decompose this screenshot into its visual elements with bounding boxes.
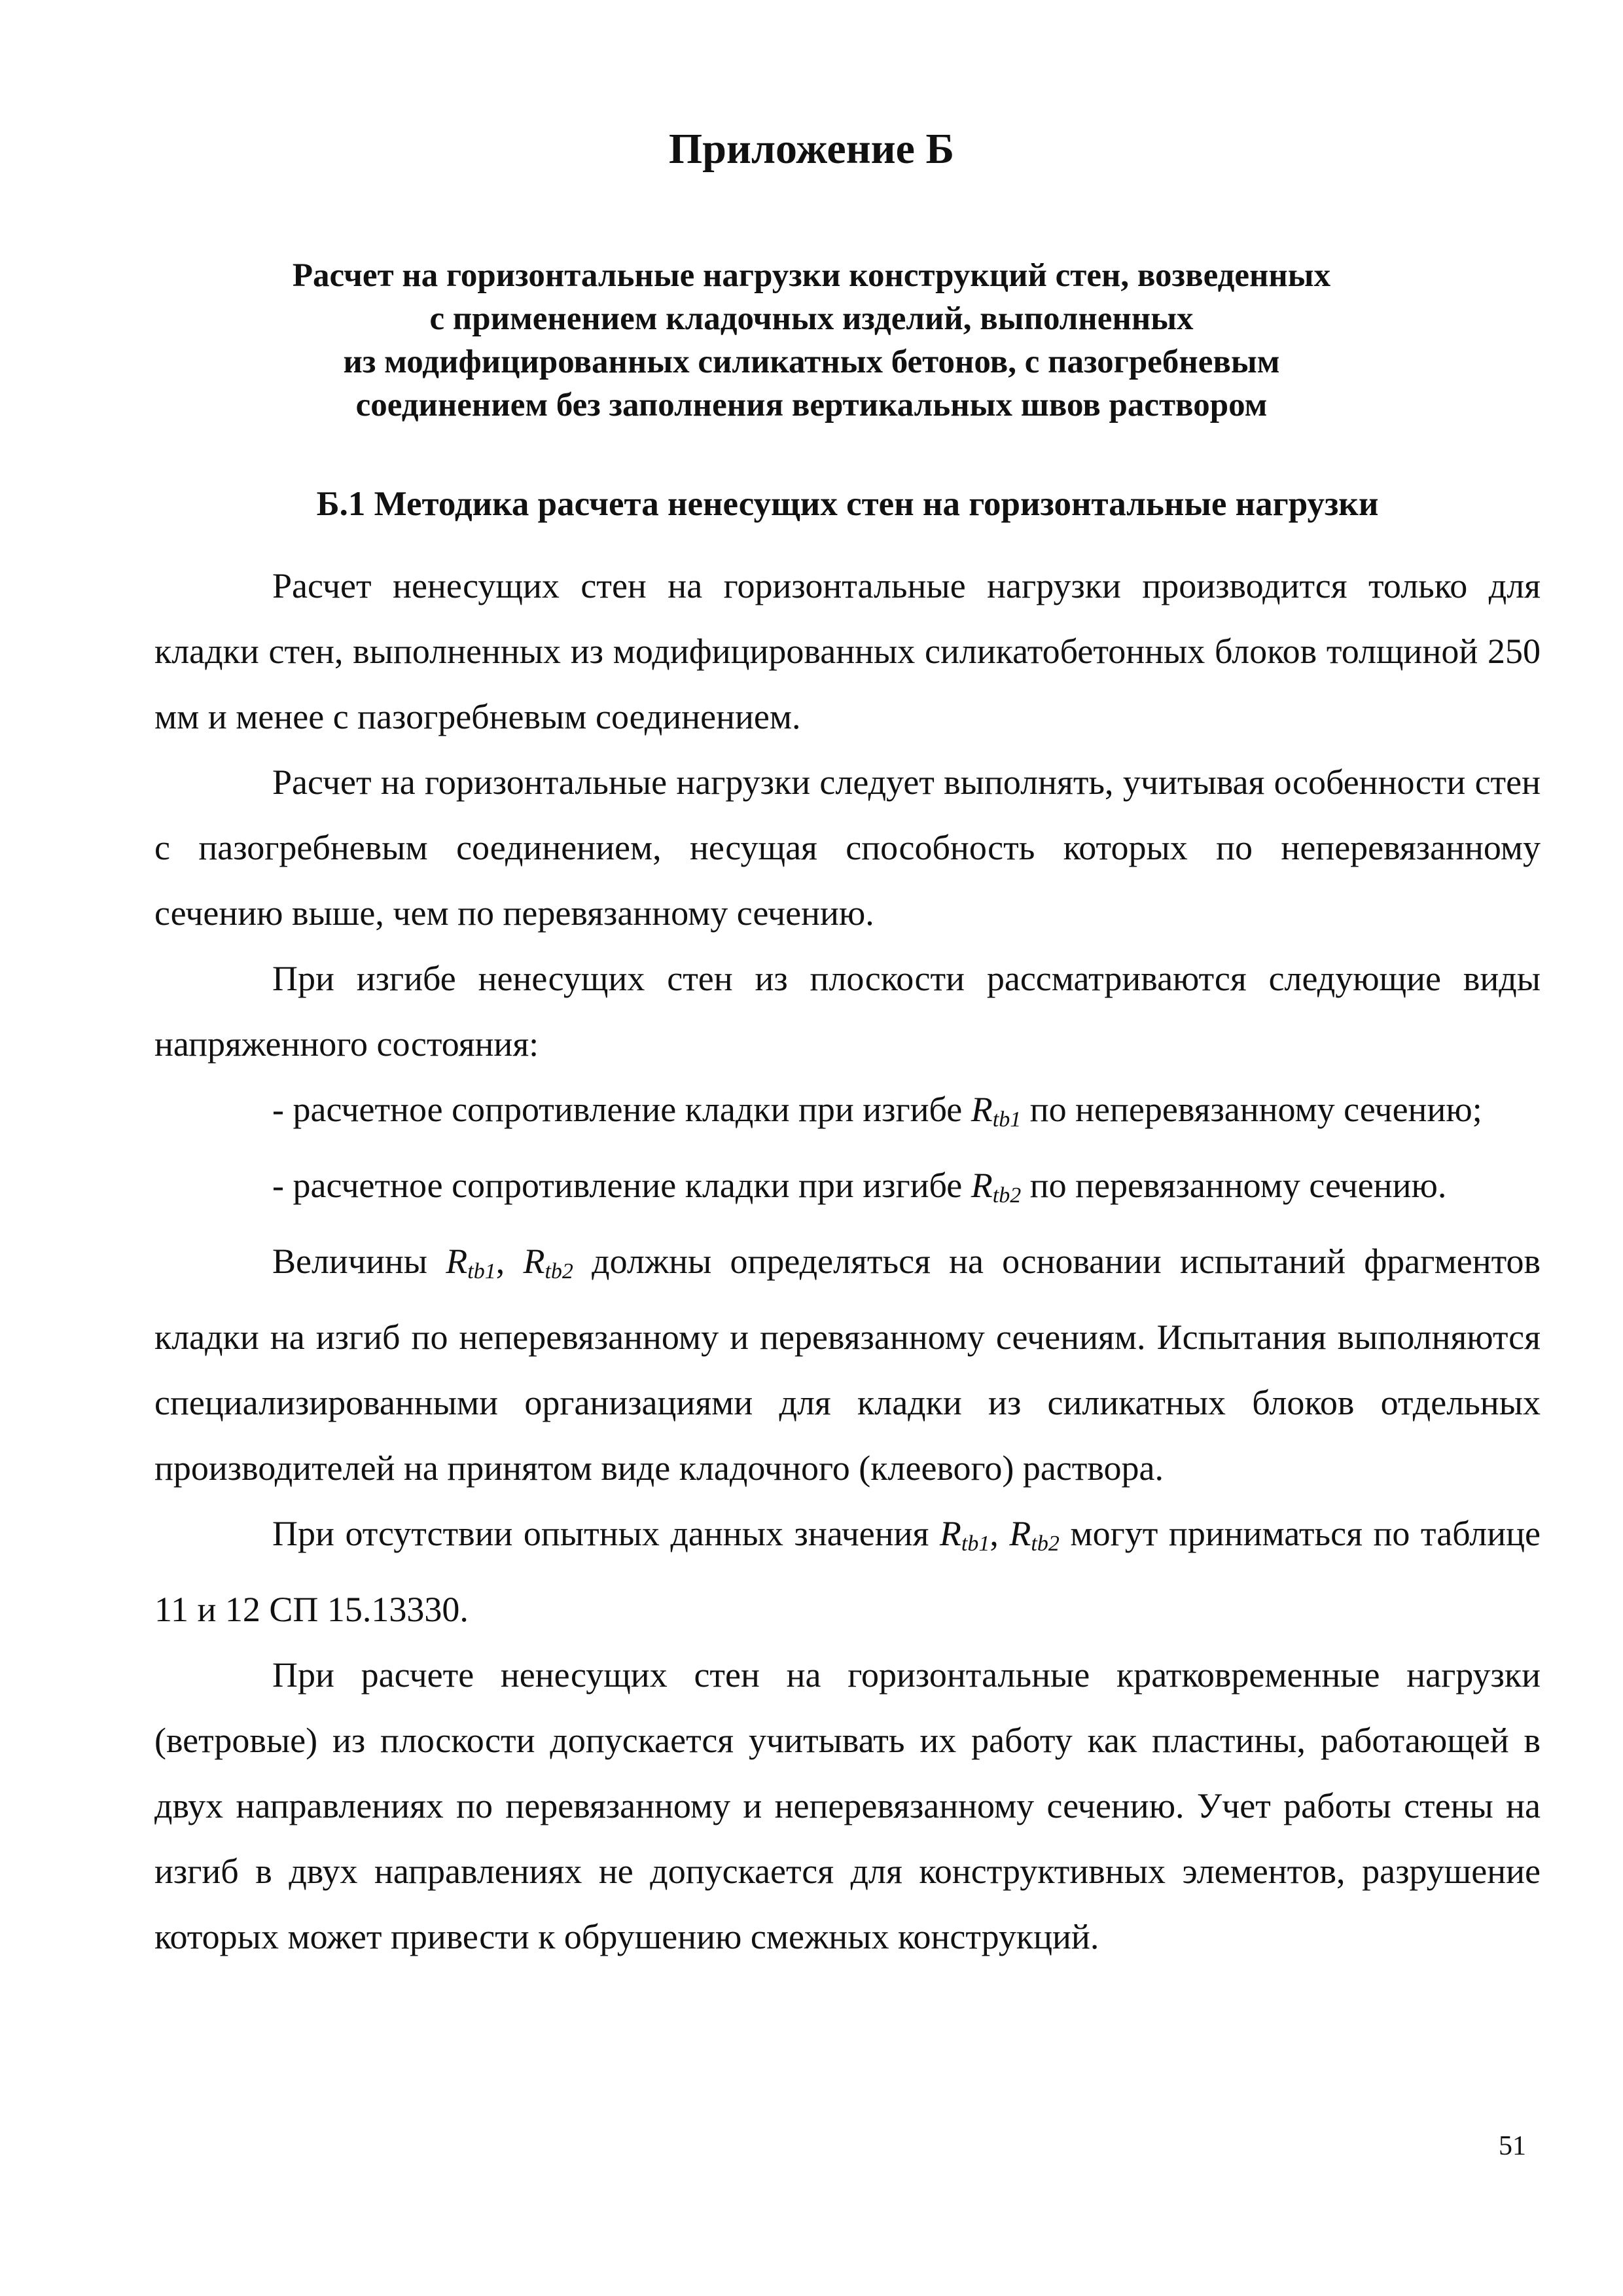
symbol-rtb1: $R_{tb1}$ <box>971 1090 1022 1132</box>
paragraph-scope: Расчет ненесущих стен на горизонтальные нагрузки производится только для кладки стен, выполненных из модифицированных силикатобетонных блоков толщиной 250 мм и менее с пазогребневым соединением. <box>154 566 1541 736</box>
symbol-rtb2: $R_{tb2}$ <box>523 1242 573 1283</box>
paragraph-testing: Величины $R_{tb1}$, $R_{tb2}$ должны определяться на основании испытаний фрагментов кладки на изгиб по неперевязанному и перевязанному сечениям. Испытания выполняются специализированными организациями для кладки из силикатных блоков отдельных производителей на принятом виде кладочного (клеевого) раствора. <box>154 1242 1541 1488</box>
document-title-line: Расчет на горизонтальные нагрузки конструкций стен, возведенных <box>292 257 1331 294</box>
symbol-rtb2: $R_{tb2}$ <box>971 1166 1022 1208</box>
paragraph-default-values: При отсутствии опытных данных значения $R_{tb1}$, $R_{tb2}$ могут приниматься по таблице 11 и 12 СП 15.13330. <box>154 1514 1541 1629</box>
page-number: 51 <box>1499 2131 1526 2161</box>
body-text <box>154 553 1541 1969</box>
section-title: Б.1 Методика расчета ненесущих стен на горизонтальные нагрузки <box>316 485 1379 523</box>
document-title <box>196 254 1427 427</box>
symbol-rtb1: $R_{tb1}$ <box>446 1242 496 1283</box>
list-item-rtb2: - расчетное сопротивление кладки при изгибе $R_{tb2}$ по перевязанному сечению. <box>272 1166 1447 1208</box>
symbol-rtb2: $R_{tb2}$ <box>1009 1514 1060 1556</box>
document-title-line: из модифицированных силикатных бетонов, с пазогребневым <box>343 344 1280 380</box>
paragraph-wind-loads: При расчете ненесущих стен на горизонтальные кратковременные нагрузки (ветровые) из плоскости допускается учитывать их работу как пластины, работающей в двух направлениях по перевязанному и неперевязанному сечению. Учет работы стены на изгиб в двух направлениях не допускается для конструктивных элементов, разрушение которых может привести к обрушению смежных конструкций. <box>154 1655 1541 1956</box>
paragraph-stress-states: При изгибе ненесущих стен из плоскости рассматриваются следующие виды напряженного состояния: <box>154 959 1541 1064</box>
document-title-line: соединением без заполнения вертикальных швов раствором <box>355 387 1268 423</box>
list-item-rtb1: - расчетное сопротивление кладки при изгибе $R_{tb1}$ по неперевязанному сечению; <box>272 1090 1482 1132</box>
paragraph-features: Расчет на горизонтальные нагрузки следует выполнять, учитывая особенности стен с пазогребневым соединением, несущая способность которых по неперевязанному сечению выше, чем по перевязанному сечению. <box>154 762 1541 933</box>
symbol-rtb1: $R_{tb1}$ <box>939 1514 990 1556</box>
document-title-line: с применением кладочных изделий, выполненных <box>429 300 1194 337</box>
appendix-title: Приложение Б <box>668 125 955 173</box>
